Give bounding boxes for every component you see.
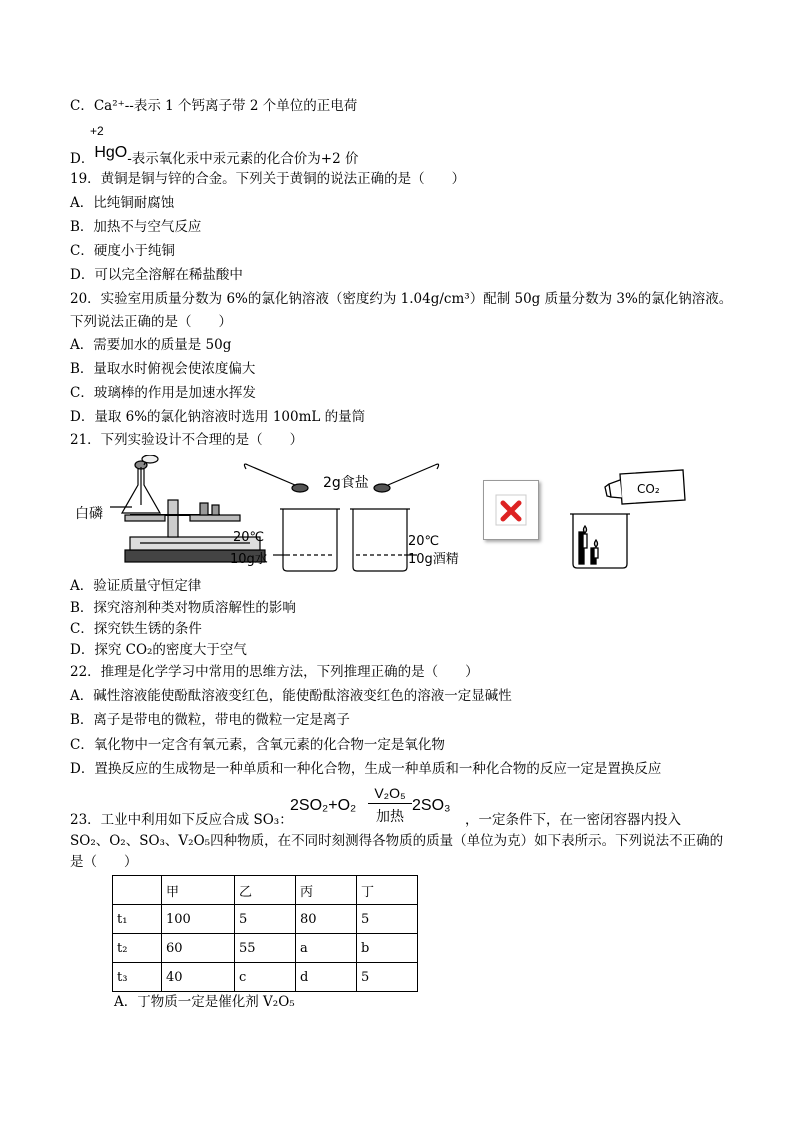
q22-option-c: C．氧化物中一定含有氧元素，含氧元素的化合物一定是氧化物 [70,737,445,753]
table-cell: a [296,934,357,963]
q21-option-a: A．验证质量守恒定律 [70,578,202,594]
q23-stem-line3: 是（ ） [70,854,138,870]
table-cell: 60 [162,934,235,963]
q19-option-c: C．硬度小于纯铜 [70,243,175,259]
table-cell: 5 [235,905,296,934]
equation-arrow [368,803,412,804]
q22-stem: 22．推理是化学学习中常用的思维方法，下列推理正确的是（ ） [70,664,479,680]
q20-option-d: D．量取 6%的氯化钠溶液时选用 100mL 的量筒 [70,409,366,425]
co2-candle-figure [565,462,695,572]
q21-stem: 21．下列实验设计不合理的是（ ） [70,432,304,448]
equation-condition: 加热 [376,809,404,825]
table-cell: 5 [357,963,418,992]
q18-option-d-formula: HgO [94,144,128,161]
table-cell: 80 [296,905,357,934]
q20-option-c: C．玻璃棒的作用是加速水挥发 [70,385,256,401]
white-phosphorus-label: 白磷 [75,506,103,522]
q18-option-d [70,144,359,168]
q20-option-a: A．需要加水的质量是 50g [70,337,232,353]
q18-option-c: C．Ca²⁺--表示 1 个钙离子带 2 个单位的正电荷 [70,98,358,114]
broken-image-x-icon [484,481,538,539]
table-row [113,905,418,934]
q18-option-d-text: -表示氧化汞中汞元素的化合价为+2 价 [127,151,359,167]
q22-option-a: A．碱性溶液能使酚酞溶液变红色，能使酚酞溶液变红色的溶液一定显碱性 [70,688,512,704]
table-cell: b [357,934,418,963]
q20-stem-line2: 下列说法正确的是（ ） [70,314,232,330]
table-cell: t₂ [113,934,162,963]
q21-figures-abc [70,455,470,575]
table-cell: 5 [357,905,418,934]
temp-left-label: 20℃ [233,530,265,545]
q18-valence-mark: +2 [90,124,104,138]
table-header-cell: 甲 [162,876,235,905]
q19-option-b: B．加热不与空气反应 [70,219,202,235]
table-row [113,963,418,992]
equation-reactants: 2SO₂+O₂ [290,797,357,814]
equation-products: 2SO₃ [412,797,451,814]
table-cell: c [235,963,296,992]
table-cell: 55 [235,934,296,963]
table-header-cell: 丁 [357,876,418,905]
broken-image-icon [483,480,539,540]
table-header-row [113,876,418,905]
equation-catalyst: V₂O₅ [374,785,406,801]
q23-stem-b: ，一定条件下，在一密闭容器内投入 [465,812,681,828]
table-header-cell [113,876,162,905]
balance-figure [110,455,265,562]
q23-option-a: A．丁物质一定是催化剂 V₂O₅ [114,994,295,1010]
q19-option-a: A．比纯铜耐腐蚀 [70,195,175,211]
q21-option-b: B．探究溶剂种类对物质溶解性的影响 [70,600,296,616]
table-cell: 100 [162,905,235,934]
temp-right-label: 20℃ [408,534,440,549]
q21-option-c: C．探究铁生锈的条件 [70,621,202,637]
q18-option-d-prefix: D． [70,151,95,167]
mass-table [112,875,418,992]
salt-label: 2g食盐 [323,475,369,491]
q22-option-b: B．离子是带电的微粒，带电的微粒一定是离子 [70,712,350,728]
q20-stem-line1: 20．实验室用质量分数为 6%的氯化钠溶液（密度约为 1.04g/cm³）配制 50g 质量分数为 3%的氯化钠溶液。 [70,291,733,307]
q23-stem-a: 23．工业中利用如下反应合成 SO₃： [70,812,293,828]
q22-option-d: D．置换反应的生成物是一种单质和一种化合物，生成一种单质和一种化合物的反应一定是置换反应 [70,761,662,777]
alcohol-label: 10g酒精 [408,552,459,567]
q20-option-b: B．量取水时俯视会使浓度偏大 [70,361,256,377]
q21-option-d: D．探究 CO₂的密度大于空气 [70,642,247,658]
q19-option-d: D．可以完全溶解在稀盐酸中 [70,267,243,283]
q23-stem-line2: SO₂、O₂、SO₃、V₂O₅四种物质，在不同时刻测得各物质的质量（单位为克）如下表所示。下列说法不正确的 [70,833,724,849]
co2-bottle-label: CO₂ [637,482,660,496]
table-cell: d [296,963,357,992]
table-row [113,934,418,963]
table-header-cell: 乙 [235,876,296,905]
q19-stem: 19．黄铜是铜与锌的合金。下列关于黄铜的说法正确的是（ ） [70,171,466,187]
water-label: 10g水 [230,552,268,567]
table-cell: 40 [162,963,235,992]
table-cell: t₁ [113,905,162,934]
table-header-cell: 丙 [296,876,357,905]
table-cell: t₃ [113,963,162,992]
